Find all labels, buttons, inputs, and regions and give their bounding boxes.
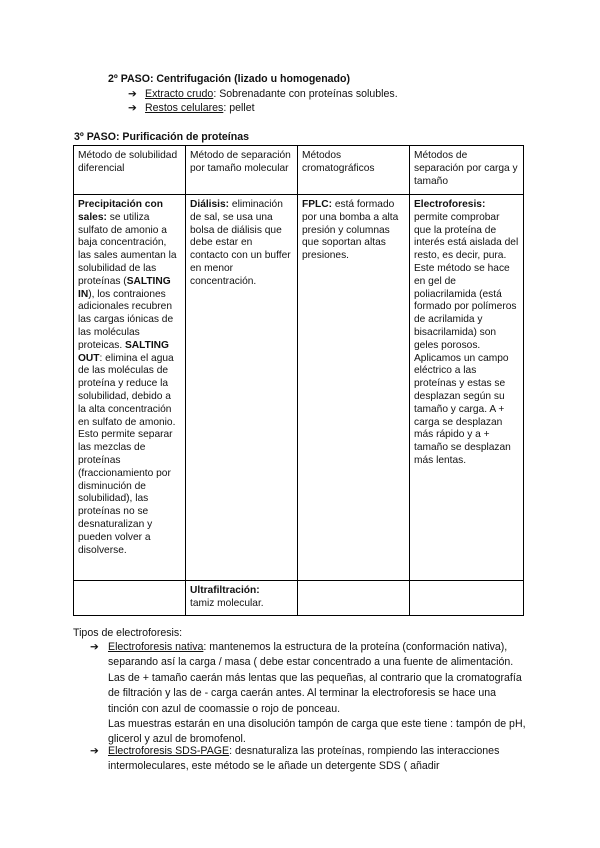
extracto-label: Extracto crudo <box>145 88 214 100</box>
nativa-label: Electroforesis nativa <box>108 641 204 653</box>
table-row <box>74 195 524 581</box>
cell-electroforesis <box>410 195 524 581</box>
table-header-row <box>74 146 524 195</box>
ultrafiltracion-term: Ultrafiltración: <box>190 585 260 596</box>
restos-label: Restos celulares <box>145 102 224 114</box>
restos-text: pellet <box>226 102 255 114</box>
header-solubilidad: Método de solubilidad diferencial <box>74 146 186 195</box>
fplc-term: FPLC: <box>302 199 332 210</box>
extracto-sep: : <box>213 88 217 100</box>
precipitacion-text: se utiliza sulfato de amonio a baja concentración, las sales aumentan la solubilidad de las proteínas ( <box>78 211 177 287</box>
cell-empty <box>74 581 186 616</box>
salting-out-text: : elimina el agua de las moléculas de proteína y reduce la solubilidad, debido a la alta concentración en sulfato de amonio. Esto permite separar las mezclas de proteínas (fraccionamiento por disminución de solubilidad), las proteínas no se desnaturalizan y pueden volver a disolverse. <box>78 352 176 556</box>
salting-in-term: SALTING IN <box>78 275 171 300</box>
arrow-icon: ➔ <box>128 88 137 100</box>
paso2-item-restos <box>128 102 255 115</box>
arrow-icon: ➔ <box>90 745 99 757</box>
nativa-text: : mantenemos la estructura de la proteína (conformación nativa), separando así la carga / masa ( debe estar concentrado a una fuente de alimentación. Las de + tamaño caerán más lentas que las pequeñas, al contrario que la cromatografía de filtración y las de - carga caerán antes. Al terminar la electroforesis se hace una tinción con azul de coomassie o rojo de ponceau. <box>108 641 522 715</box>
extracto-text: Sobrenadante con proteínas solubles. <box>216 88 398 100</box>
cell-fplc <box>298 195 410 581</box>
paso3-heading: 3º PASO: Purificación de proteínas <box>74 131 249 143</box>
dialisis-text: eliminación de sal, se usa una bolsa de diálisis que debe estar en contacto con un buffer en menor concentración. <box>190 199 291 287</box>
nativa-text-2: Las muestras estarán en una disolución tampón de carga que este tiene : tampón de pH, glicerol y azul de bromofenol. <box>108 718 526 746</box>
cell-empty <box>298 581 410 616</box>
cell-empty <box>410 581 524 616</box>
sds-label: Electroforesis SDS-PAGE <box>108 745 230 757</box>
electroforesis-term: Electroforesis: <box>414 199 486 210</box>
dialisis-term: Diálisis: <box>190 199 230 210</box>
header-carga-tamano: Métodos de separación por carga y tamaño <box>410 146 524 195</box>
ultrafiltracion-text: tamiz molecular. <box>190 597 264 609</box>
header-cromatograficos: Métodos cromatográficos <box>298 146 410 195</box>
header-tamano: Método de separación por tamaño molecular <box>186 146 298 195</box>
tipos-heading: Tipos de electroforesis: <box>73 627 183 639</box>
paso2-heading: 2º PASO: Centrifugación (lizado u homogenado) <box>108 73 351 85</box>
purification-table <box>73 145 524 616</box>
cell-dialisis <box>186 195 298 581</box>
table-row <box>74 581 524 616</box>
arrow-icon: ➔ <box>90 641 99 653</box>
salting-out-term: SALTING OUT <box>78 339 169 364</box>
paso2-item-extracto <box>128 88 398 101</box>
sds-paragraph <box>90 744 528 775</box>
restos-sep: : <box>223 102 227 114</box>
cell-ultrafiltracion <box>186 581 298 616</box>
nativa-paragraph <box>90 640 528 748</box>
cell-precipitacion <box>74 195 186 581</box>
fplc-text: está formado por una bomba a alta presión y columnas que soportan altas presiones. <box>302 199 399 262</box>
salting-in-text: ), los contraiones adicionales recubren las cargas iónicas de las moléculas proteicas. <box>78 288 174 351</box>
sds-text: : desnaturaliza las proteínas, rompiendo las interacciones intermoleculares, este método se le añade un detergente SDS ( añadir <box>108 745 500 773</box>
precipitacion-term: Precipitación con sales: <box>78 199 163 223</box>
arrow-icon: ➔ <box>128 102 137 114</box>
electroforesis-text: permite comprobar que la proteína de interés está aislada del resto, es decir, pura. Este método se hace en gel de poliacrilamida (está formado por polímeros de acrilamida y bisacrilamida) son geles porosos. Aplicamos un campo eléctrico a las proteínas y estas se desplazan según su tamaño y carga. A + carga se desplazan más rápido y a + tamaño se desplazan más lentas. <box>414 211 519 466</box>
